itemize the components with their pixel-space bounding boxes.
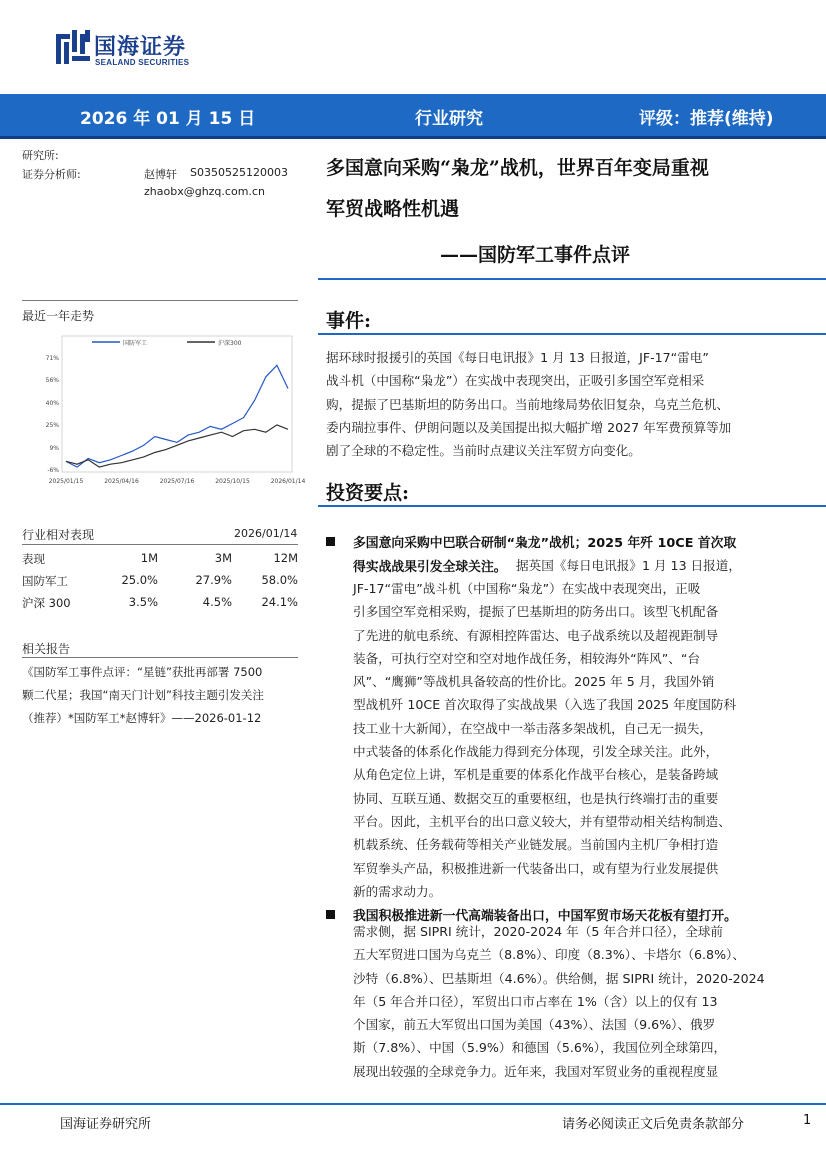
sealand-logo-icon [56,30,90,66]
logo-text-en: SEALAND SECURITIES [95,58,190,67]
table-cell: 4.5% [202,595,232,609]
table-cell: 24.1% [261,595,298,609]
point1-text-line: 据英国《每日电讯报》1 月 13 日报道， [516,558,741,573]
x-tick-label: 2025/07/16 [159,478,195,485]
y-tick-label: 56% [45,376,59,384]
text-line: 据环球时报援引的英国《每日电讯报》1 月 13 日报道，JF-17“雷电” [326,350,709,365]
table-cell: 国防军工 [22,574,68,588]
text-line: 年（5 年合并口径），军贸出口市占率在 1%（含）以上的仅有 13 [353,993,718,1009]
text-line: 了先进的航电系统、有源相控阵雷达、电子战系统以及超视距制导 [353,627,719,643]
investment-points-heading: 投资要点: [326,482,410,504]
text-line: 个国家，前五大军贸出口国为美国（43%）、法国（9.6%）、俄罗 [353,1017,716,1033]
y-tick-label: 9% [49,445,59,453]
text-line: 需求侧，据 SIPRI 统计，2020-2024 年（5 年合并口径），全球前 [353,924,724,939]
x-tick-label: 2025/10/15 [215,478,250,485]
rating: 评级：推荐(维持) [639,109,774,129]
related-report-line[interactable]: （推荐）*国防军工*赵博轩》——2026-01-12 [22,711,262,725]
x-tick-label: 2025/04/16 [104,478,139,485]
text-line: 展现出较强的全球竞争力。近年来，我国对军贸业务的重视程度显 [353,1063,719,1079]
text-line: 引多国空军竞相采购，提振了巴基斯坦的防务出口。该型飞机配备 [353,604,719,620]
text-line: 从角色定位上讲，军机是重要的体系化作战平台核心，是装备跨域 [353,767,719,783]
text-line: 型战机歼 10CE 首次取得了实战战果（入选了我国 2025 年度国防科 [353,697,737,713]
table-cell: 27.9% [195,573,232,587]
divider [318,333,826,335]
trend-heading: 最近一年走势 [22,309,95,323]
event-heading: 事件: [326,310,372,332]
related-heading: 相关报告 [22,642,71,656]
point2-title-line: 我国积极推进新一代高端装备出口，中国军贸市场天花板有望打开。 [353,909,737,924]
divider [22,657,298,658]
table-cell: 沪深 300 [22,596,71,610]
table-cell: 58.0% [261,573,298,587]
logo-text-cn: 国海证券 [94,35,187,60]
table-header-cell: 1M [140,551,158,565]
table-header-row [22,551,298,569]
footer-divider [0,1103,826,1105]
text-line: 风”、“鹰狮”等战机具备较高的性价比。2025 年 5 月，我国外销 [353,674,715,690]
text-line: 平台。因此，主机平台的出口意义较大，并有望带动相关结构制造、 [353,813,731,829]
table-row [22,573,298,591]
trend-chart [22,330,306,490]
text-line: JF-17“雷电”战斗机（中国称“枭龙”）在实战中表现突出，正吸 [353,581,701,596]
bullet-icon [326,537,335,546]
title-divider [318,278,826,280]
text-line: 委内瑞拉事件、伊朗问题以及美国提出拟大幅扩增 2027 年军费预算等加 [326,419,732,435]
text-line: 技工业十大新闻），在空战中一举击落多架战机，自己无一损失， [353,720,712,736]
analyst-email[interactable]: zhaobx@ghzq.com.cn [144,185,265,198]
y-tick-label: 25% [45,421,59,429]
point1-paragraph [353,577,736,903]
related-report-line[interactable]: 《国防军工事件点评：“星链”获批再部署 7500 [22,665,263,679]
text-line: 购，提振了巴基斯坦的防务出口。当前地缘局势依旧复杂，乌克兰危机、 [326,396,729,412]
text-line: 剧了全球的不稳定性。当前时点建议关注军贸方向变化。 [326,443,641,459]
divider [22,544,298,545]
text-line: 战斗机（中国称“枭龙”）在实战中表现突出，正吸引多国空军竞相采 [326,373,705,389]
text-line: 新的需求动力。 [353,883,442,899]
banner-underline [0,136,826,139]
y-tick-label: 40% [45,400,59,408]
company-logo [56,28,216,72]
table-header-cell: 表现 [22,552,45,566]
analyst-cert: S0350525120003 [190,166,288,179]
table-cell: 3.5% [128,595,158,609]
plot-frame [62,336,292,472]
analyst-label: 证券分析师: [22,168,81,181]
performance-heading: 行业相对表现 [22,528,95,542]
report-title-line2: 军贸战略性机遇 [326,198,460,220]
text-line: 军贸拳头产品，积极推进新一代装备出口，或有望为行业发展提供 [353,860,719,876]
y-tick-label: -6% [47,467,59,474]
performance-date: 2026/01/14 [234,527,298,540]
table-header-cell: 3M [214,551,232,565]
text-line: 机载系统、任务载荷等相关产业链发展。当前国内主机厂争相打造 [353,837,719,853]
page-number: 1 [803,1113,812,1128]
footer-disclaimer: 请务必阅读正文后免责条款部分 [562,1117,745,1132]
text-line: 斯（7.8%）、中国（5.9%）和德国（5.6%），我国位列全球第四， [353,1040,727,1056]
point1-title-line: 多国意向采购中巴联合研制“枭龙”战机；2025 年歼 10CE 首次取 [353,536,737,551]
text-line: 五大军贸进口国为乌克兰（8.8%）、印度（8.3%）、卡塔尔（6.8%）、 [353,947,745,963]
bullet-icon [326,910,335,919]
y-tick-label: 71% [45,355,59,362]
legend-label-defense: 国防军工 [123,340,148,347]
x-tick-label: 2025/01/15 [48,478,84,485]
header-banner [0,94,826,136]
table-row [22,595,298,613]
text-line: 中式装备的体系化作战能力得到充分体现，引发全球关注。此外， [353,744,719,760]
text-line: 沙特（6.8%）、巴基斯坦（4.6%）。供给侧，据 SIPRI 统计，2020-2024 [353,970,765,986]
text-line: 装备，可执行空对空和空对地作战任务，相较海外“阵风”、“台 [353,650,701,666]
report-date: 2026 年 01 月 15 日 [80,109,256,129]
event-paragraph [326,346,731,462]
divider [318,505,826,507]
report-subtitle: ——国防军工事件点评 [440,244,631,266]
related-report-line[interactable]: 颗二代星；我国“南天门计划”科技主题引发关注 [22,688,264,702]
report-type: 行业研究 [415,109,483,129]
table-cell: 25.0% [121,573,158,587]
report-title-line1: 多国意向采购“枭龙”战机，世界百年变局重视 [326,157,709,179]
research-label: 研究所: [22,149,59,162]
point1-title-line: 得实战战果引发全球关注。 [353,560,507,575]
footer-institute: 国海证券研究所 [60,1117,152,1132]
point2-paragraph [353,920,765,1083]
text-line: 协同、互联互通、数据交互的重要枢纽，也是执行终端打击的重要 [353,790,719,806]
divider [22,300,298,301]
legend-label-hs300: 沪深300 [218,340,242,347]
table-header-cell: 12M [273,551,298,565]
analyst-name: 赵博轩 [144,168,177,181]
x-tick-label: 2026/01/14 [270,478,306,485]
